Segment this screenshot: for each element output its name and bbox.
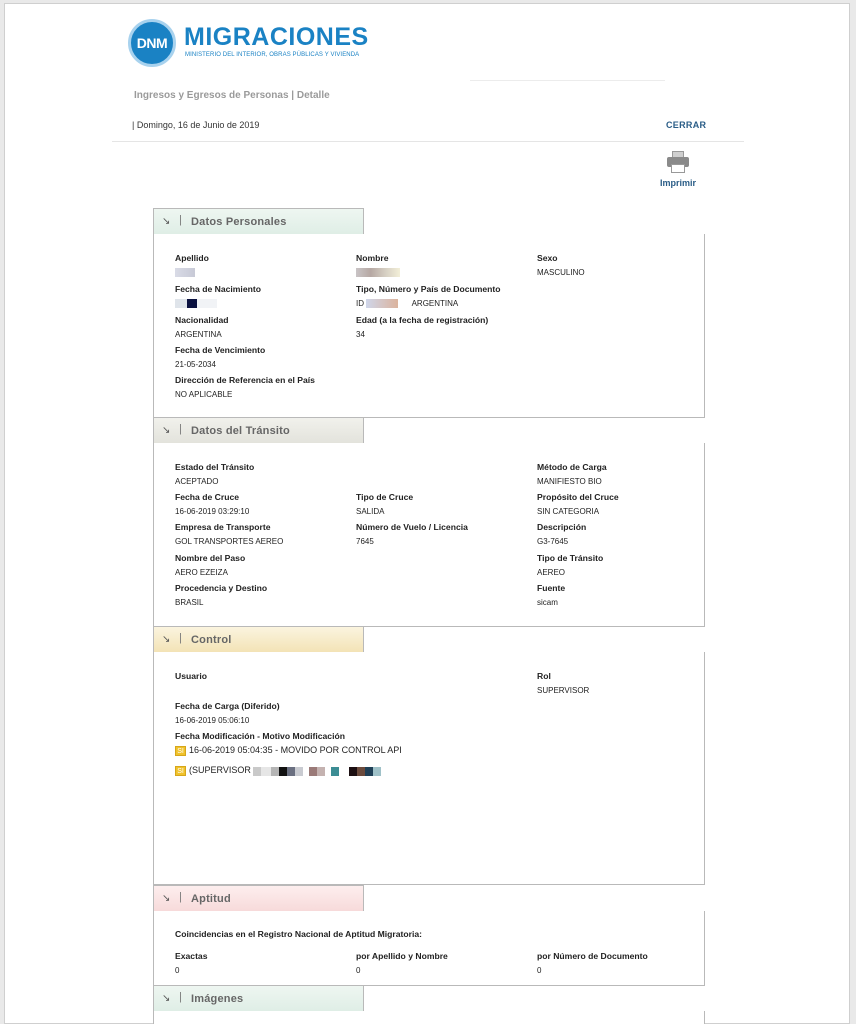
field-sexo: Sexo MASCULINO: [537, 253, 585, 277]
field-estado: Estado del Tránsito ACEPTADO: [175, 462, 255, 486]
si-badge: SI: [175, 746, 186, 756]
field-por-documento: por Número de Documento 0: [537, 951, 648, 975]
arrow-down-right-icon: ↘: [162, 634, 171, 645]
dnm-seal: [128, 19, 176, 67]
redacted-value: [356, 268, 400, 277]
field-usuario: Usuario: [175, 671, 295, 695]
section-datos-transito: [153, 443, 705, 627]
section-title: Aptitud: [191, 893, 231, 905]
section-title: Imágenes: [191, 993, 244, 1005]
field-fecha-modificacion: Fecha Modificación - Motivo Modificación: [175, 731, 345, 741]
supervisor-entry: SI (SUPERVISOR: [175, 765, 381, 776]
breadcrumb: Ingresos y Egresos de Personas | Detalle: [134, 90, 330, 101]
printer-icon: [665, 150, 691, 174]
field-exactas: Exactas 0: [175, 951, 208, 975]
section-imagenes: [153, 1011, 705, 1024]
field-direccion: Dirección de Referencia en el País NO APLICABLE: [175, 375, 315, 399]
section-title: Control: [191, 634, 232, 646]
field-edad: Edad (a la fecha de registración) 34: [356, 315, 489, 339]
arrow-down-right-icon: ↘: [162, 893, 171, 904]
print-label: Imprimir: [659, 178, 696, 188]
dnm-badge-text: DNM: [136, 35, 168, 51]
field-nombre: Nombre: [356, 253, 400, 277]
logo-subtitle: MINISTERIO DEL INTERIOR, OBRAS PÚBLICAS Y VIVIENDA: [185, 52, 360, 58]
field-paso: Nombre del Paso AERO EZEIZA: [175, 553, 246, 577]
field-fuente: Fuente sicam: [537, 583, 566, 607]
section-datos-personales: [153, 234, 705, 418]
redacted-value: [175, 268, 209, 277]
field-por-apellido-nombre: por Apellido y Nombre 0: [356, 951, 448, 975]
field-apellido: Apellido: [175, 253, 209, 277]
tab-datos-transito[interactable]: ↘ | Datos del Tránsito: [153, 417, 364, 443]
report-date: | Domingo, 16 de Junio de 2019: [132, 120, 260, 130]
field-fecha-nacimiento: Fecha de Nacimiento: [175, 284, 261, 308]
modification-entry: SI 16-06-2019 05:04:35 - MOVIDO POR CONTROL API: [175, 745, 402, 756]
header-separator: [112, 141, 744, 142]
redacted-value: [366, 299, 398, 308]
si-badge: SI: [175, 766, 186, 776]
section-title: Datos Personales: [191, 216, 287, 228]
migraciones-logo: [128, 17, 378, 71]
redacted-value: [175, 299, 261, 308]
tab-control[interactable]: ↘ | Control: [153, 626, 364, 652]
field-rol: Rol SUPERVISOR: [537, 671, 590, 695]
close-link[interactable]: CERRAR: [666, 120, 707, 130]
field-tipo-cruce: Tipo de Cruce SALIDA: [356, 492, 414, 516]
tab-datos-personales[interactable]: ↘ | Datos Personales: [153, 208, 364, 234]
field-fecha-vencimiento: Fecha de Vencimiento 21-05-2034: [175, 345, 266, 369]
header-divider: [470, 80, 665, 81]
tab-imagenes[interactable]: ↘ | Imágenes: [153, 985, 364, 1011]
field-tipo-transito: Tipo de Tránsito AEREO: [537, 553, 604, 577]
field-vuelo: Número de Vuelo / Licencia 7645: [356, 522, 468, 546]
field-procedencia: Procedencia y Destino BRASIL: [175, 583, 268, 607]
section-control: [153, 652, 705, 885]
arrow-down-right-icon: ↘: [162, 216, 171, 227]
tab-aptitud[interactable]: ↘ | Aptitud: [153, 885, 364, 911]
field-nacionalidad: Nacionalidad ARGENTINA: [175, 315, 229, 339]
arrow-down-right-icon: ↘: [162, 425, 171, 436]
field-documento: Tipo, Número y País de Documento ID ARGENTINA: [356, 284, 501, 308]
field-descripcion: Descripción G3-7645: [537, 522, 587, 546]
redacted-value: [253, 766, 381, 776]
field-fecha-cruce: Fecha de Cruce 16-06-2019 03:29:10: [175, 492, 250, 516]
field-empresa: Empresa de Transporte GOL TRANSPORTES AEREO: [175, 522, 284, 546]
print-button[interactable]: [652, 150, 704, 188]
redacted-value: [175, 686, 295, 695]
logo-title: MIGRACIONES: [184, 23, 369, 51]
field-proposito: Propósito del Cruce SIN CATEGORIA: [537, 492, 619, 516]
field-fecha-carga: Fecha de Carga (Diferido) 16-06-2019 05:06:10: [175, 701, 280, 725]
field-registro: Coincidencias en el Registro Nacional de Aptitud Migratoria:: [175, 929, 423, 939]
section-aptitud: [153, 911, 705, 986]
arrow-down-right-icon: ↘: [162, 993, 171, 1004]
field-metodo: Método de Carga MANIFIESTO BIO: [537, 462, 607, 486]
section-title: Datos del Tránsito: [191, 425, 290, 437]
